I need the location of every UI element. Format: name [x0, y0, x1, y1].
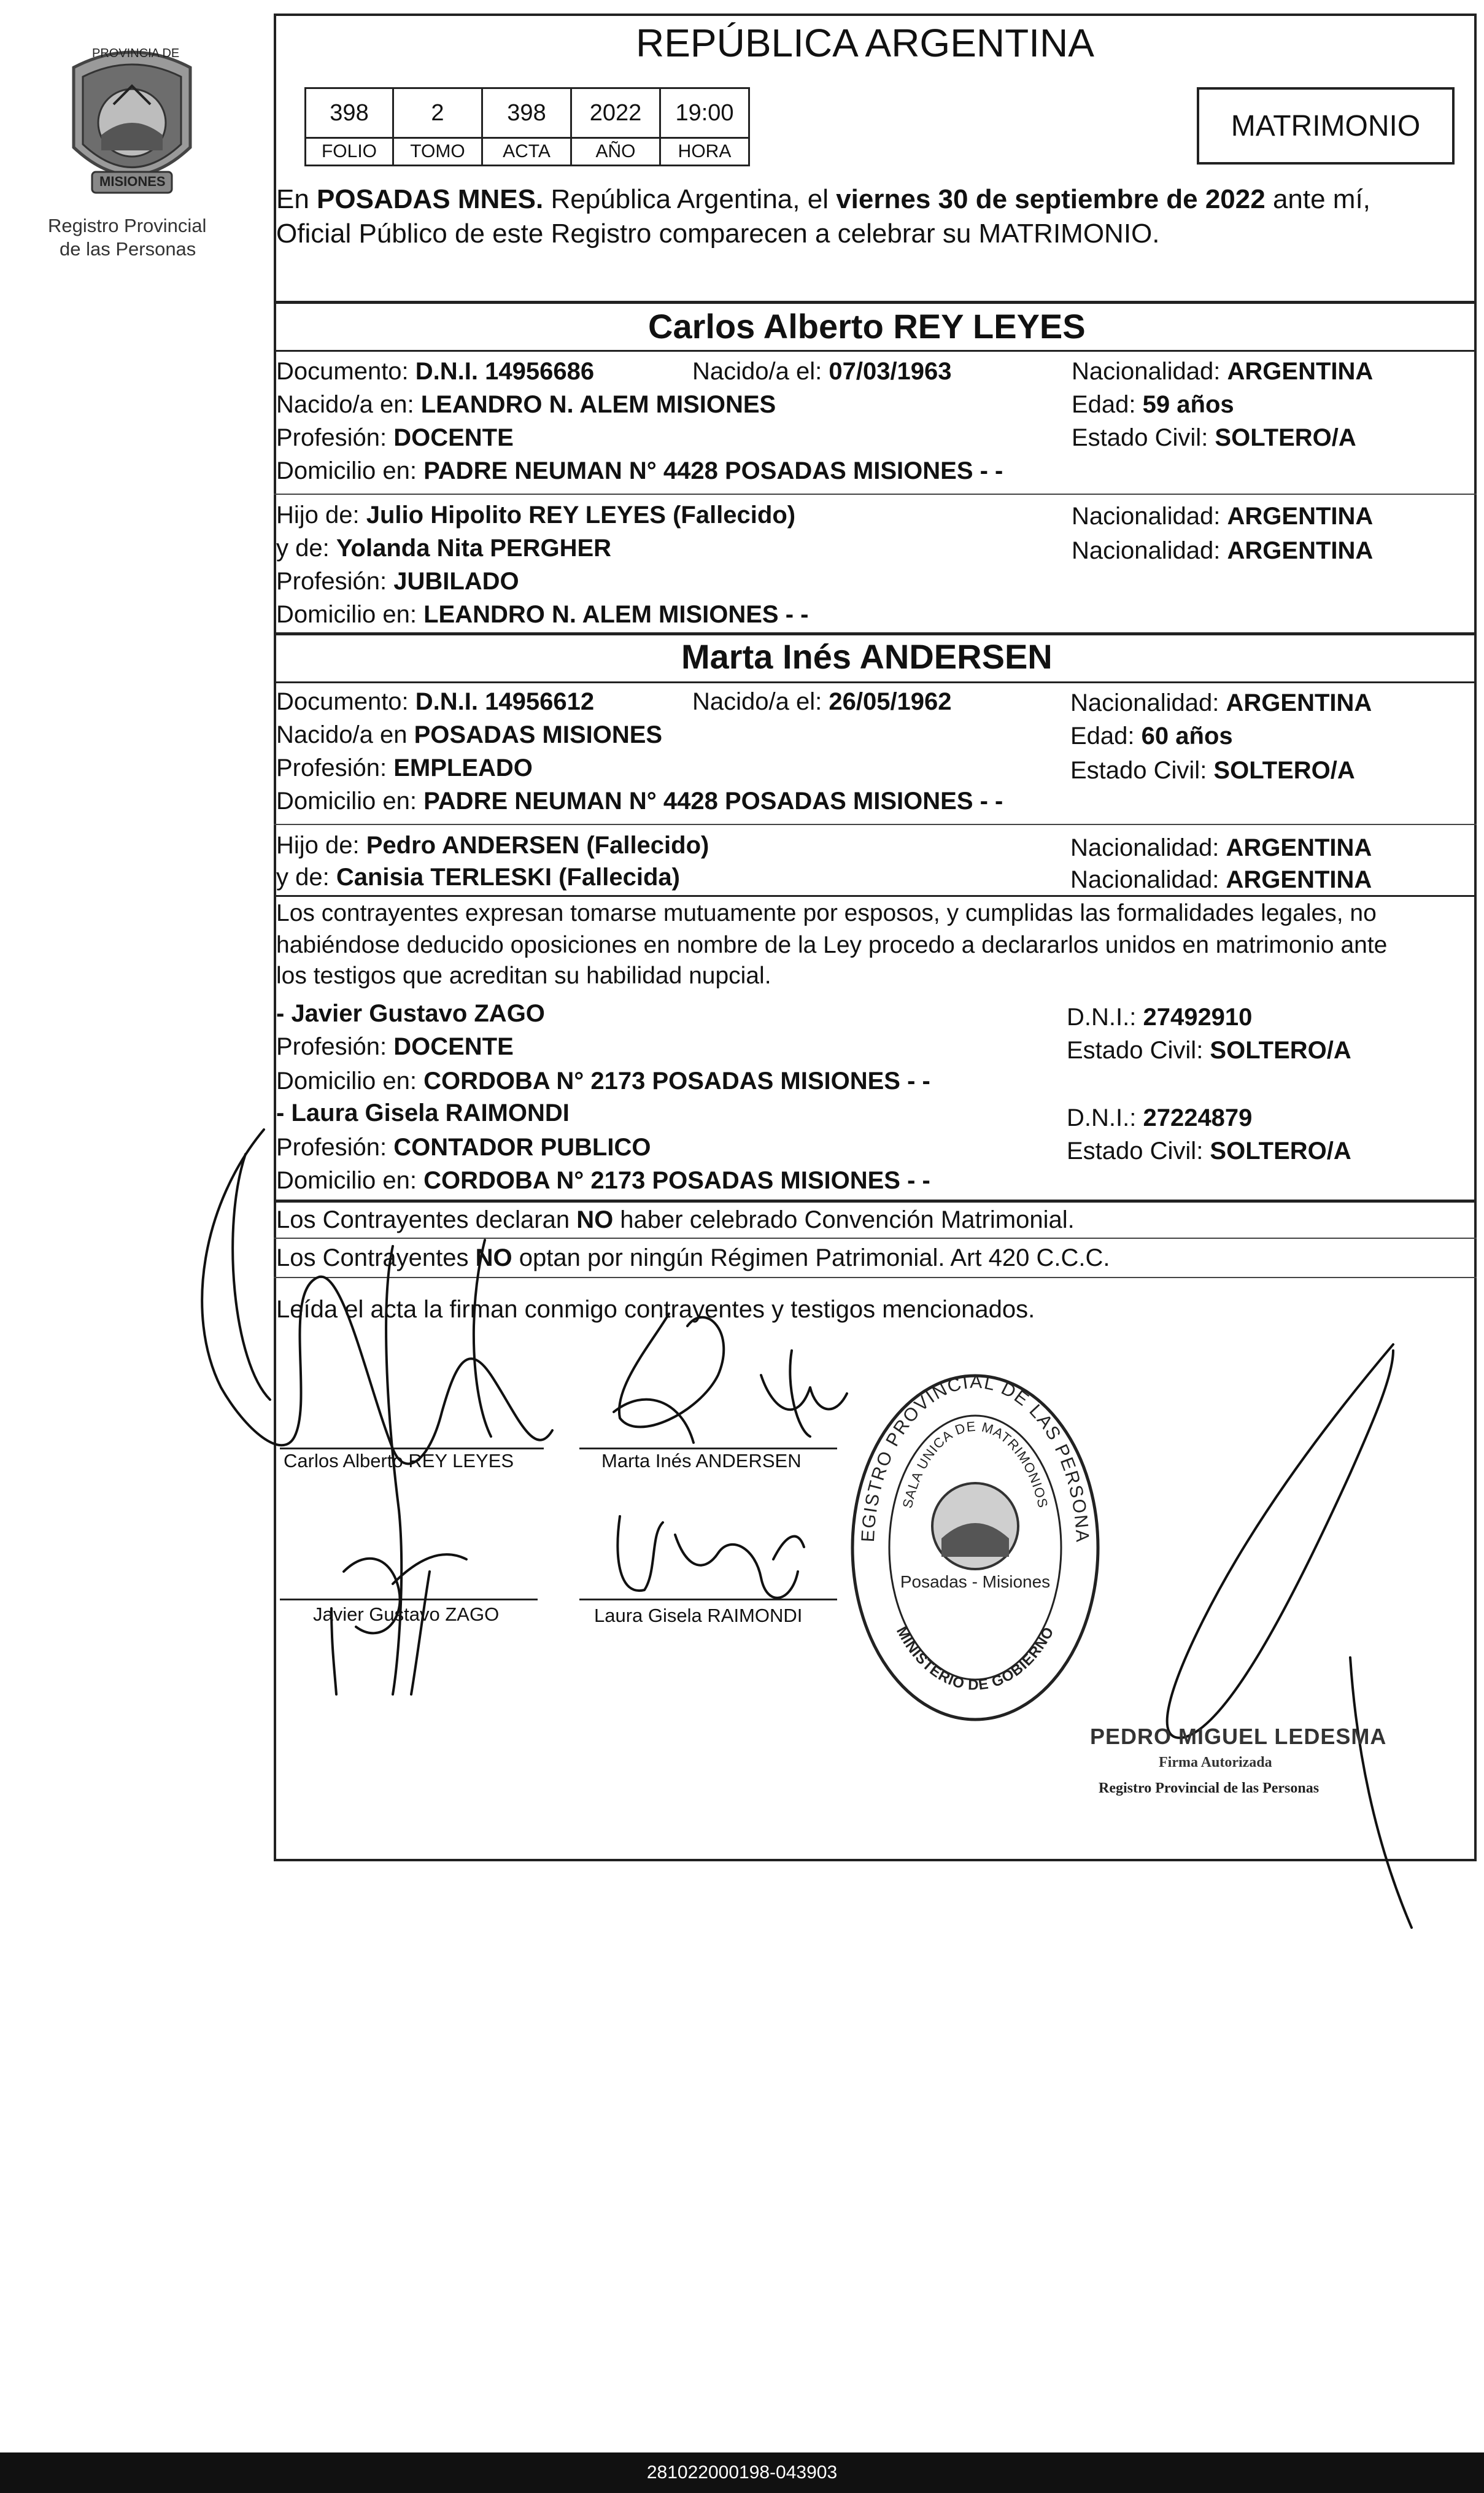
spouse1-document: Documento: D.N.I. 14956686: [276, 358, 595, 385]
anio-label: AÑO: [571, 138, 660, 166]
seal-inner-text: SALA UNICA DE MATRIMONIOS: [899, 1418, 1051, 1510]
logo-bottom-text: MISIONES: [99, 174, 166, 189]
convention-line-1: Los Contrayentes declaran NO haber celebrado Convención Matrimonial.: [276, 1206, 1075, 1233]
scan-code: 281022000198-043903: [646, 2462, 838, 2483]
spouse1-civil-status: Estado Civil: SOLTERO/A: [1072, 424, 1356, 451]
intro-text-c: ante mí,: [1265, 184, 1370, 214]
svg-text:MINISTERIO DE GOBIERNO: [893, 1624, 1057, 1693]
hora-label: HORA: [660, 138, 749, 166]
witness2-address: Domicilio en: CORDOBA N° 2173 POSADAS MISIONES - -: [276, 1167, 930, 1194]
intro-date: viernes 30 de septiembre de 2022: [836, 184, 1266, 214]
spouse2-nationality: Nacionalidad: ARGENTINA: [1070, 689, 1372, 716]
declaration-line-2: habiéndose deducido oposiciones en nombre de la Ley procedo a declararlos unidos en matrimonio ante: [276, 932, 1388, 958]
closing-statement: Leída el acta la firman conmigo contrayentes y testigos mencionados.: [276, 1296, 1035, 1323]
spouse1-age: Edad: 59 años: [1072, 391, 1234, 418]
witness2-name: - Laura Gisela RAIMONDI: [276, 1099, 570, 1126]
acta-label: ACTA: [482, 138, 571, 166]
signature-label-spouse1: Carlos Alberto REY LEYES: [284, 1450, 514, 1471]
spouse1-father-nationality: Nacionalidad: ARGENTINA: [1072, 503, 1374, 530]
declaration-line-3: los testigos que acreditan su habilidad nupcial.: [276, 963, 771, 989]
witness1-civil-status: Estado Civil: SOLTERO/A: [1067, 1037, 1351, 1064]
spouse1-name: Carlos Alberto REY LEYES: [648, 307, 1086, 346]
spouse2-father-nationality: Nacionalidad: ARGENTINA: [1070, 834, 1372, 861]
scan-code-bar: [0, 2452, 1484, 2493]
spouse1-birthplace: Nacido/a en: LEANDRO N. ALEM MISIONES: [276, 391, 776, 418]
spouse1-father: Hijo de: Julio Hipolito REY LEYES (Fallecido): [276, 502, 796, 529]
spouse2-mother: y de: Canisia TERLESKI (Fallecida): [276, 864, 680, 891]
declaration-line-1: Los contrayentes expresan tomarse mutuamente por esposos, y cumplidas las formalidades legales, no: [276, 900, 1377, 926]
spouse2-document: Documento: D.N.I. 14956612: [276, 688, 595, 715]
official-seal: [849, 1373, 1101, 1723]
record-type-box: MATRIMONIO: [1197, 87, 1455, 165]
intro-text-a: En: [276, 184, 317, 214]
anio-value: 2022: [571, 88, 660, 138]
spouse2-age: Edad: 60 años: [1070, 723, 1233, 750]
witness2-dni: D.N.I.: 27224879: [1067, 1104, 1253, 1131]
spouse1-birthdate: Nacido/a el: 07/03/1963: [692, 358, 952, 385]
witness1-address: Domicilio en: CORDOBA N° 2173 POSADAS MISIONES - -: [276, 1068, 930, 1095]
logo-caption-line2: de las Personas: [60, 238, 196, 260]
spouse1-address: Domicilio en: PADRE NEUMAN N° 4428 POSADAS MISIONES - -: [276, 457, 1003, 484]
intro-place: POSADAS MNES.: [317, 184, 544, 214]
spouse1-profession: Profesión: DOCENTE: [276, 424, 514, 451]
spouse2-birthdate: Nacido/a el: 26/05/1962: [692, 688, 952, 715]
intro-line-2: Oficial Público de este Registro comparecen a celebrar su MATRIMONIO.: [276, 219, 1160, 249]
spouse1-parent-address: Domicilio en: LEANDRO N. ALEM MISIONES - -: [276, 601, 809, 628]
spouse2-mother-nationality: Nacionalidad: ARGENTINA: [1070, 866, 1372, 893]
tomo-value: 2: [393, 88, 482, 138]
spouse2-father: Hijo de: Pedro ANDERSEN (Fallecido): [276, 832, 709, 859]
witness1-profession: Profesión: DOCENTE: [276, 1033, 514, 1060]
folio-label: FOLIO: [306, 138, 393, 166]
seal-bottom-text: MINISTERIO DE GOBIERNO: [892, 1624, 1057, 1694]
hora-value: 19:00: [660, 88, 749, 138]
spouse2-civil-status: Estado Civil: SOLTERO/A: [1070, 757, 1355, 784]
spouse1-mother: y de: Yolanda Nita PERGHER: [276, 535, 612, 562]
spouse1-nationality: Nacionalidad: ARGENTINA: [1072, 358, 1374, 385]
tomo-label: TOMO: [393, 138, 482, 166]
witness1-dni: D.N.I.: 27492910: [1067, 1004, 1253, 1031]
seal-icon: [849, 1373, 1101, 1723]
folio-value: 398: [306, 88, 393, 138]
seal-city-text: Posadas - Misiones: [900, 1572, 1051, 1591]
officer-organization: Registro Provincial de las Personas: [1099, 1780, 1320, 1796]
logo-top-text: PROVINCIA DE: [92, 47, 180, 60]
acta-value: 398: [482, 88, 571, 138]
witness1-name: - Javier Gustavo ZAGO: [276, 1000, 545, 1027]
spouse1-mother-nationality: Nacionalidad: ARGENTINA: [1072, 537, 1374, 564]
intro-text-b: República Argentina, el: [543, 184, 837, 214]
logo-caption-line1: Registro Provincial: [48, 215, 207, 236]
witness2-civil-status: Estado Civil: SOLTERO/A: [1067, 1138, 1351, 1165]
spouse1-parent-profession: Profesión: JUBILADO: [276, 568, 519, 595]
page-title: REPÚBLICA ARGENTINA: [636, 21, 1094, 65]
witness2-profession: Profesión: CONTADOR PUBLICO: [276, 1134, 651, 1161]
seal-outer-text: EGISTRO PROVINCIAL DE LAS PERSONA: [857, 1373, 1093, 1544]
spouse2-profession: Profesión: EMPLEADO: [276, 754, 533, 781]
signature-label-spouse2: Marta Inés ANDERSEN: [601, 1450, 802, 1471]
spouse2-address: Domicilio en: PADRE NEUMAN N° 4428 POSADAS MISIONES - -: [276, 788, 1003, 815]
spouse2-birthplace: Nacido/a en POSADAS MISIONES: [276, 721, 663, 748]
signature-label-witness1: Javier Gustavo ZAGO: [313, 1603, 500, 1625]
spouse2-name: Marta Inés ANDERSEN: [681, 637, 1053, 676]
officer-name: PEDRO MIGUEL LEDESMA: [1090, 1724, 1387, 1749]
signature-label-witness2: Laura Gisela RAIMONDI: [594, 1605, 803, 1626]
officer-title: Firma Autorizada: [1159, 1754, 1272, 1770]
convention-line-2: Los Contrayentes NO optan por ningún Régimen Patrimonial. Art 420 C.C.C.: [276, 1244, 1110, 1271]
